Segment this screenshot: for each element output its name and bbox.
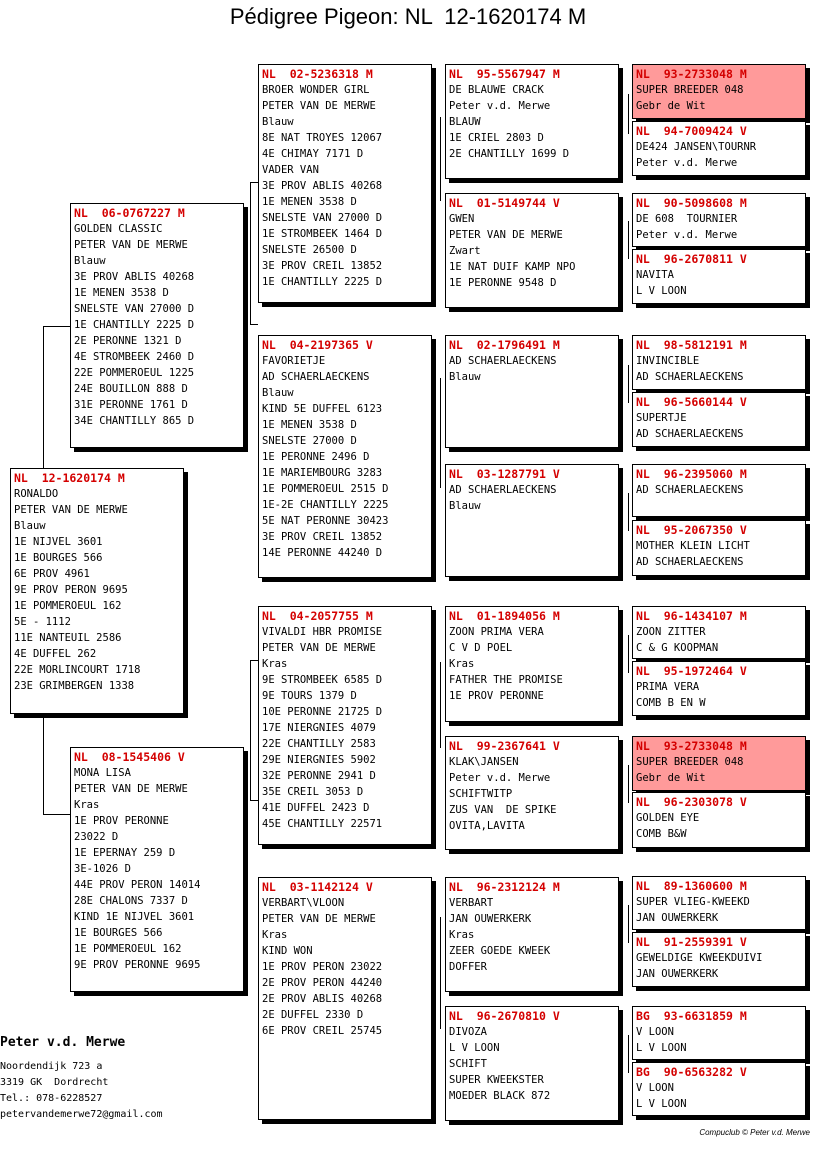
- connector: [628, 493, 629, 531]
- page-title: Pédigree Pigeon: NL 12-1620174 M: [229, 4, 587, 29]
- pigeon-info-line: C & G KOOPMAN: [636, 642, 719, 654]
- connector: [250, 182, 251, 324]
- pigeon-info-line: PETER VAN DE MERWE: [14, 504, 128, 516]
- pigeon-info-line: 2E PROV ABLIS 40268: [262, 993, 383, 1005]
- pigeon-card-gen5-16[interactable]: [632, 1062, 806, 1116]
- pigeon-info-line: JAN OUWERKERK: [636, 968, 719, 980]
- pigeon-info-line: 23022 D: [74, 831, 119, 843]
- ring-number: NL 90-5098608 M: [636, 196, 747, 210]
- ring-number: NL 04-2197365 V: [262, 338, 373, 352]
- pigeon-info-line: Peter v.d. Merwe: [449, 100, 551, 112]
- pigeon-info-line: VIVALDI HBR PROMISE: [262, 626, 383, 638]
- connector: [440, 662, 441, 748]
- pigeon-info-line: 34E CHANTILLY 865 D: [74, 415, 195, 427]
- pigeon-card-gen5-5[interactable]: [632, 335, 806, 390]
- ring-number: NL 96-5660144 V: [636, 395, 747, 409]
- pigeon-info-line: Gebr de Wit: [636, 772, 706, 784]
- connector: [250, 660, 251, 800]
- pigeon-info-line: 5E NAT PERONNE 30423: [262, 515, 389, 527]
- pigeon-info-line: 1E CRIEL 2803 D: [449, 132, 544, 144]
- pigeon-info-line: Blauw: [262, 116, 294, 128]
- pigeon-info-line: 14E PERONNE 44240 D: [262, 547, 383, 559]
- pigeon-card-gen5-8[interactable]: [632, 520, 806, 576]
- pigeon-info-line: 31E PERONNE 1761 D: [74, 399, 188, 411]
- pigeon-info-line: PRIMA VERA: [636, 681, 700, 693]
- pigeon-info-line: DE424 JANSEN\TOURNR: [636, 141, 757, 153]
- connector: [628, 94, 629, 134]
- pigeon-info-line: VERBART\VLOON: [262, 897, 345, 909]
- pigeon-card-dam[interactable]: [70, 747, 244, 992]
- ring-number: NL 95-2067350 V: [636, 523, 747, 537]
- pigeon-info-line: 1E CHANTILLY 2225 D: [74, 319, 195, 331]
- pigeon-info-line: GOLDEN CLASSIC: [74, 223, 163, 235]
- pigeon-info-line: JAN OUWERKERK: [449, 913, 532, 925]
- connector: [440, 378, 441, 488]
- connector: [43, 814, 71, 815]
- ring-number: NL 08-1545406 V: [74, 750, 185, 764]
- pigeon-info-line: Peter v.d. Merwe: [449, 772, 551, 784]
- pigeon-info-line: 1E-2E CHANTILLY 2225: [262, 499, 389, 511]
- pigeon-info-line: PETER VAN DE MERWE: [449, 229, 563, 241]
- ring-number: NL 95-1972464 V: [636, 664, 747, 678]
- pigeon-info-line: AD SCHAERLAECKENS: [636, 371, 744, 383]
- ring-number: BG 93-6631859 M: [636, 1009, 747, 1023]
- pigeon-info-line: 28E CHALONS 7337 D: [74, 895, 188, 907]
- connector: [43, 326, 71, 327]
- pigeon-info-line: L V LOON: [449, 1042, 500, 1054]
- pigeon-info-line: Kras: [449, 929, 475, 941]
- pigeon-card-gen5-10[interactable]: [632, 661, 806, 716]
- ring-number: NL 89-1360600 M: [636, 879, 747, 893]
- pigeon-info-line: Kras: [74, 799, 100, 811]
- pigeon-info-line: GEWELDIGE KWEEKDUIVI: [636, 952, 763, 964]
- pigeon-info-line: Kras: [262, 658, 288, 670]
- pigeon-info-line: GWEN: [449, 213, 475, 225]
- pigeon-info-line: 44E PROV PERON 14014: [74, 879, 201, 891]
- pigeon-info-line: 3E PROV CREIL 13852: [262, 260, 383, 272]
- pigeon-info-line: NAVITA: [636, 269, 674, 281]
- pigeon-info-line: PETER VAN DE MERWE: [262, 642, 376, 654]
- pigeon-card-gen4-3[interactable]: [445, 335, 619, 448]
- owner-name: Peter v.d. Merwe: [0, 1035, 126, 1050]
- connector: [440, 917, 441, 1029]
- owner-city: 3319 GK Dordrecht: [0, 1077, 109, 1088]
- pigeon-info-line: 1E MENEN 3538 D: [74, 287, 169, 299]
- connector: [250, 660, 258, 661]
- pigeon-info-line: 22E MORLINCOURT 1718: [14, 664, 141, 676]
- ring-number: NL 98-5812191 M: [636, 338, 747, 352]
- pigeon-info-line: Blauw: [449, 500, 481, 512]
- ring-number: NL 03-1287791 V: [449, 467, 560, 481]
- pigeon-info-line: 22E CHANTILLY 2583: [262, 738, 376, 750]
- pigeon-card-gen5-15[interactable]: [632, 1006, 806, 1060]
- pigeon-card-subject[interactable]: [10, 468, 184, 714]
- pigeon-card-dam-sire[interactable]: [258, 606, 432, 845]
- pigeon-info-line: ZOON PRIMA VERA: [449, 626, 544, 638]
- connector: [628, 221, 629, 259]
- pigeon-info-line: 6E PROV CREIL 25745: [262, 1025, 383, 1037]
- pigeon-info-line: SCHIFTWITP: [449, 788, 513, 800]
- pigeon-info-line: KIND 5E DUFFEL 6123: [262, 403, 383, 415]
- pigeon-info-line: PETER VAN DE MERWE: [262, 913, 376, 925]
- pigeon-info-line: 1E PROV PERON 23022: [262, 961, 383, 973]
- pigeon-info-line: DE BLAUWE CRACK: [449, 84, 544, 96]
- pigeon-info-line: INVINCIBLE: [636, 355, 700, 367]
- pigeon-info-line: 45E CHANTILLY 22571: [262, 818, 383, 830]
- ring-number: NL 99-2367641 V: [449, 739, 560, 753]
- pigeon-info-line: 1E STROMBEEK 1464 D: [262, 228, 383, 240]
- pigeon-info-line: 2E DUFFEL 2330 D: [262, 1009, 364, 1021]
- pigeon-info-line: FATHER THE PROMISE: [449, 674, 563, 686]
- ring-number: NL 96-2670811 V: [636, 252, 747, 266]
- connector: [628, 765, 629, 803]
- pigeon-info-line: ZEER GOEDE KWEEK: [449, 945, 551, 957]
- pigeon-info-line: 9E STROMBEEK 6585 D: [262, 674, 383, 686]
- pigeon-info-line: 1E MENEN 3538 D: [262, 419, 357, 431]
- pigeon-info-line: SUPER KWEEKSTER: [449, 1074, 544, 1086]
- pigeon-info-line: 1E PROV PERONNE: [74, 815, 169, 827]
- pigeon-info-line: MONA LISA: [74, 767, 131, 779]
- pigeon-card-gen5-11[interactable]: [632, 736, 806, 791]
- pigeon-info-line: L V LOON: [636, 1042, 687, 1054]
- pigeon-info-line: Peter v.d. Merwe: [636, 157, 738, 169]
- pigeon-info-line: 1E PERONNE 2496 D: [262, 451, 370, 463]
- pigeon-info-line: DE 608 TOURNIER: [636, 213, 738, 225]
- pigeon-info-line: DIVOZA: [449, 1026, 487, 1038]
- pigeon-info-line: 1E NAT DUIF KAMP NPO: [449, 261, 576, 273]
- pigeon-info-line: Blauw: [449, 371, 481, 383]
- pigeon-info-line: 1E NIJVEL 3601: [14, 536, 103, 548]
- pigeon-card-gen4-1[interactable]: [445, 64, 619, 179]
- pigeon-card-gen5-2[interactable]: [632, 121, 806, 176]
- ring-number: NL 02-5236318 M: [262, 67, 373, 81]
- pigeon-info-line: Kras: [262, 929, 288, 941]
- pigeon-card-gen5-6[interactable]: [632, 392, 806, 447]
- pigeon-info-line: 6E PROV 4961: [14, 568, 90, 580]
- pigeon-info-line: AD SCHAERLAECKENS: [636, 428, 744, 440]
- pigeon-info-line: COMB B EN W: [636, 697, 706, 709]
- pigeon-info-line: AD SCHAERLAECKENS: [262, 371, 370, 383]
- pigeon-info-line: DOFFER: [449, 961, 487, 973]
- pigeon-info-line: 1E MENEN 3538 D: [262, 196, 357, 208]
- pigeon-info-line: 5E - 1112: [14, 616, 71, 628]
- pigeon-info-line: 2E PERONNE 1321 D: [74, 335, 182, 347]
- ring-number: NL 03-1142124 V: [262, 880, 373, 894]
- pigeon-info-line: 9E TOURS 1379 D: [262, 690, 357, 702]
- ring-number: NL 93-2733048 M: [636, 67, 747, 81]
- pigeon-info-line: SCHIFT: [449, 1058, 487, 1070]
- pigeon-info-line: Blauw: [262, 387, 294, 399]
- ring-number: NL 96-2670810 V: [449, 1009, 560, 1023]
- pigeon-info-line: V LOON: [636, 1082, 674, 1094]
- pigeon-info-line: OVITA,LAVITA: [449, 820, 525, 832]
- pigeon-info-line: 4E STROMBEEK 2460 D: [74, 351, 195, 363]
- pigeon-info-line: PETER VAN DE MERWE: [262, 100, 376, 112]
- ring-number: NL 91-2559391 V: [636, 935, 747, 949]
- pigeon-info-line: 23E GRIMBERGEN 1338: [14, 680, 135, 692]
- pigeon-info-line: 3E PROV ABLIS 40268: [74, 271, 195, 283]
- pigeon-info-line: 3E-1026 D: [74, 863, 131, 875]
- pigeon-info-line: KLAK\JANSEN: [449, 756, 519, 768]
- pigeon-info-line: 4E DUFFEL 262: [14, 648, 97, 660]
- pigeon-info-line: MOTHER KLEIN LICHT: [636, 540, 750, 552]
- ring-number: NL 96-2312124 M: [449, 880, 560, 894]
- pigeon-info-line: C V D POEL: [449, 642, 513, 654]
- pigeon-info-line: Blauw: [74, 255, 106, 267]
- pigeon-info-line: MOEDER BLACK 872: [449, 1090, 551, 1102]
- pigeon-info-line: 35E CREIL 3053 D: [262, 786, 364, 798]
- pigeon-card-gen5-14[interactable]: [632, 932, 806, 987]
- pigeon-card-gen5-12[interactable]: [632, 792, 806, 848]
- pigeon-info-line: 1E PROV PERONNE: [449, 690, 544, 702]
- pigeon-card-gen4-8[interactable]: [445, 1006, 619, 1121]
- pigeon-info-line: SUPER BREEDER 048: [636, 756, 744, 768]
- pigeon-info-line: V LOON: [636, 1026, 674, 1038]
- pigeon-info-line: FAVORIETJE: [262, 355, 326, 367]
- pigeon-card-gen4-2[interactable]: [445, 193, 619, 308]
- pigeon-info-line: 3E PROV CREIL 13852: [262, 531, 383, 543]
- pigeon-info-line: L V LOON: [636, 285, 687, 297]
- pigeon-info-line: 29E NIERGNIES 5902: [262, 754, 376, 766]
- owner-address: Noordendijk 723 a: [0, 1061, 103, 1072]
- ring-number: NL 12-1620174 M: [14, 471, 125, 485]
- pigeon-info-line: SUPER VLIEG-KWEEKD: [636, 896, 750, 908]
- pigeon-card-gen5-7[interactable]: [632, 464, 806, 517]
- pigeon-card-gen5-3[interactable]: [632, 193, 806, 247]
- owner-email[interactable]: petervandemerwe72@gmail.com: [0, 1109, 163, 1120]
- pigeon-info-line: COMB B&W: [636, 828, 687, 840]
- connector: [628, 365, 629, 403]
- connector: [250, 800, 258, 801]
- pigeon-info-line: SNELSTE VAN 27000 D: [262, 212, 383, 224]
- pigeon-info-line: JAN OUWERKERK: [636, 912, 719, 924]
- pigeon-info-line: 41E DUFFEL 2423 D: [262, 802, 370, 814]
- pigeon-info-line: VERBART: [449, 897, 494, 909]
- ring-number: NL 06-0767227 M: [74, 206, 185, 220]
- copyright-notice: Compuclub © Peter v.d. Merwe: [699, 1128, 810, 1137]
- pigeon-info-line: 10E PERONNE 21725 D: [262, 706, 383, 718]
- pigeon-card-gen4-4[interactable]: [445, 464, 619, 577]
- pigeon-info-line: 1E MARIEMBOURG 3283: [262, 467, 383, 479]
- pigeon-info-line: AD SCHAERLAECKENS: [636, 556, 744, 568]
- pigeon-info-line: AD SCHAERLAECKENS: [449, 484, 557, 496]
- pigeon-info-line: AD SCHAERLAECKENS: [449, 355, 557, 367]
- pigeon-info-line: 2E PROV PERON 44240: [262, 977, 383, 989]
- ring-number: NL 01-1894056 M: [449, 609, 560, 623]
- pigeon-info-line: SNELSTE VAN 27000 D: [74, 303, 195, 315]
- pigeon-info-line: Kras: [449, 658, 475, 670]
- pigeon-info-line: 22E POMMEROEUL 1225: [74, 367, 195, 379]
- pigeon-card-gen5-1[interactable]: [632, 64, 806, 119]
- pigeon-card-sire-dam[interactable]: [258, 335, 432, 578]
- pigeon-card-gen4-6[interactable]: [445, 736, 619, 850]
- connector: [43, 326, 44, 468]
- pigeon-info-line: 1E BOURGES 566: [14, 552, 103, 564]
- pigeon-info-line: 1E PERONNE 9548 D: [449, 277, 557, 289]
- connector: [440, 117, 441, 201]
- ring-number: NL 96-2303078 V: [636, 795, 747, 809]
- connector: [628, 1035, 629, 1073]
- connector: [43, 714, 44, 814]
- pigeon-info-line: 2E CHANTILLY 1699 D: [449, 148, 570, 160]
- ring-number: NL 95-5567947 M: [449, 67, 560, 81]
- ring-number: NL 01-5149744 V: [449, 196, 560, 210]
- pigeon-info-line: GOLDEN EYE: [636, 812, 700, 824]
- pigeon-info-line: Gebr de Wit: [636, 100, 706, 112]
- pigeon-info-line: ZUS VAN DE SPIKE: [449, 804, 557, 816]
- pigeon-card-gen5-13[interactable]: [632, 876, 806, 930]
- ring-number: NL 96-2395060 M: [636, 467, 747, 481]
- pigeon-info-line: 11E NANTEUIL 2586: [14, 632, 122, 644]
- ring-number: NL 04-2057755 M: [262, 609, 373, 623]
- pigeon-info-line: RONALDO: [14, 488, 59, 500]
- pigeon-info-line: 1E CHANTILLY 2225 D: [262, 276, 383, 288]
- pigeon-info-line: Peter v.d. Merwe: [636, 229, 738, 241]
- connector: [628, 635, 629, 673]
- pigeon-card-sire[interactable]: [70, 203, 244, 448]
- ring-number: NL 02-1796491 M: [449, 338, 560, 352]
- pigeon-info-line: 24E BOUILLON 888 D: [74, 383, 188, 395]
- pigeon-info-line: KIND WON: [262, 945, 313, 957]
- pigeon-card-gen4-5[interactable]: [445, 606, 619, 722]
- connector: [250, 324, 258, 325]
- ring-number: NL 93-2733048 M: [636, 739, 747, 753]
- pigeon-info-line: KIND 1E NIJVEL 3601: [74, 911, 195, 923]
- pigeon-info-line: VADER VAN: [262, 164, 319, 176]
- pigeon-card-gen4-7[interactable]: [445, 877, 619, 992]
- pigeon-info-line: ZOON ZITTER: [636, 626, 706, 638]
- pigeon-info-line: 1E POMMEROEUL 162: [14, 600, 122, 612]
- connector: [250, 182, 258, 183]
- pigeon-info-line: PETER VAN DE MERWE: [74, 239, 188, 251]
- ring-number: NL 94-7009424 V: [636, 124, 747, 138]
- pigeon-info-line: BROER WONDER GIRL: [262, 84, 370, 96]
- pigeon-info-line: 17E NIERGNIES 4079: [262, 722, 376, 734]
- pigeon-info-line: 9E PROV PERON 9695: [14, 584, 128, 596]
- pigeon-info-line: 8E NAT TROYES 12067: [262, 132, 383, 144]
- pigeon-card-gen5-9[interactable]: [632, 606, 806, 659]
- connector: [628, 905, 629, 943]
- pigeon-info-line: SUPERTJE: [636, 412, 687, 424]
- pigeon-info-line: 9E PROV PERONNE 9695: [74, 959, 201, 971]
- pigeon-info-line: SUPER BREEDER 048: [636, 84, 744, 96]
- pigeon-info-line: 4E CHIMAY 7171 D: [262, 148, 364, 160]
- ring-number: NL 96-1434107 M: [636, 609, 747, 623]
- pigeon-info-line: AD SCHAERLAECKENS: [636, 484, 744, 496]
- ring-number: BG 90-6563282 V: [636, 1065, 747, 1079]
- pigeon-info-line: SNELSTE 26500 D: [262, 244, 357, 256]
- pigeon-card-dam-dam[interactable]: [258, 877, 432, 1120]
- pigeon-info-line: 1E POMMEROEUL 162: [74, 943, 182, 955]
- owner-phone: Tel.: 078-6228527: [0, 1093, 103, 1104]
- pigeon-info-line: 1E EPERNAY 259 D: [74, 847, 176, 859]
- pigeon-card-sire-sire[interactable]: [258, 64, 432, 303]
- pigeon-info-line: SNELSTE 27000 D: [262, 435, 357, 447]
- pigeon-info-line: 1E POMMEROEUL 2515 D: [262, 483, 389, 495]
- pigeon-info-line: 32E PERONNE 2941 D: [262, 770, 376, 782]
- pigeon-info-line: 3E PROV ABLIS 40268: [262, 180, 383, 192]
- pigeon-info-line: 1E BOURGES 566: [74, 927, 163, 939]
- pigeon-info-line: Blauw: [14, 520, 46, 532]
- pigeon-info-line: L V LOON: [636, 1098, 687, 1110]
- pigeon-info-line: Zwart: [449, 245, 481, 257]
- pigeon-info-line: BLAUW: [449, 116, 481, 128]
- pigeon-info-line: PETER VAN DE MERWE: [74, 783, 188, 795]
- pigeon-card-gen5-4[interactable]: [632, 249, 806, 304]
